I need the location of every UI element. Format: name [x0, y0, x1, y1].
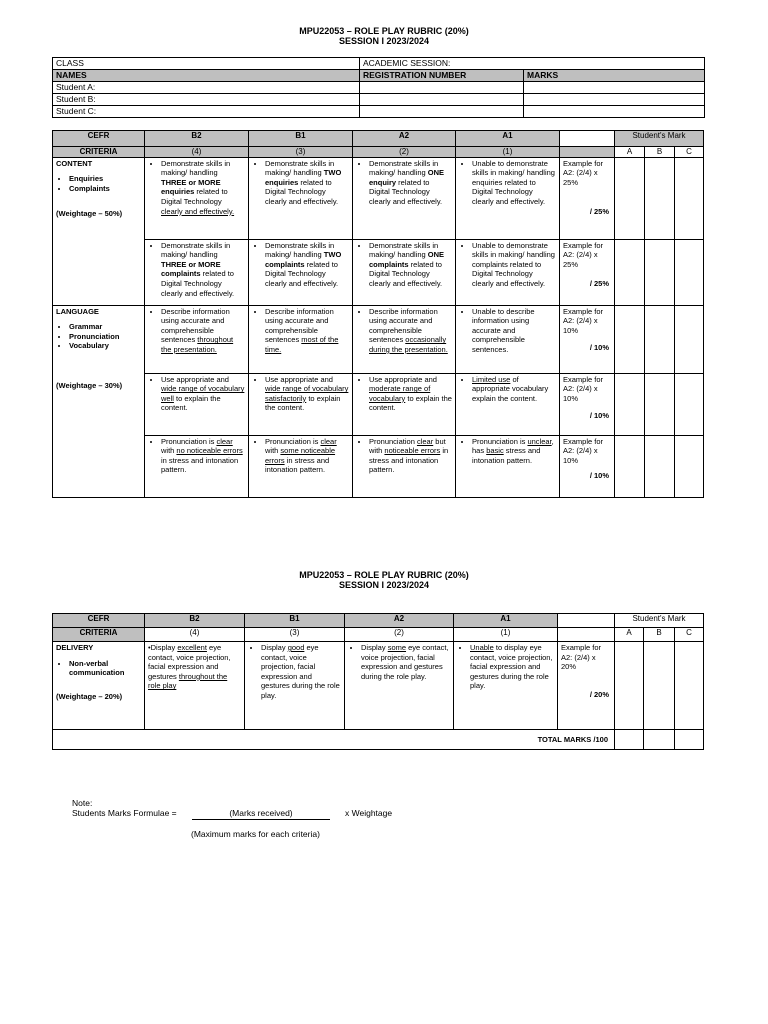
criteria-header-2: CRITERIA — [53, 628, 145, 642]
content-r2-a1: • Unable to demonstrate skills in making/ handling complaints related to Digital Technology clearly and effectively. — [456, 239, 560, 305]
content-r2-b2: • Demonstrate skills in making/ handling THREE or MORE complaints related to Digital Technology clearly and effectively. — [145, 239, 249, 305]
language-r2-mark-c[interactable] — [675, 373, 704, 435]
language-r1-mark-b[interactable] — [645, 305, 675, 373]
content-r1-a2: • Demonstrate skills in making/ handling ONE enquiry related to Digital Technology clearly and effectively. — [353, 157, 456, 239]
score-2: (2) — [353, 147, 456, 158]
language-r3-b1: • Pronunciation is clear with some noticeable errors in stress and intonation pattern. — [249, 435, 353, 497]
delivery-item-nonverbal: • Non-verbal communication — [69, 659, 141, 678]
language-r2-a1: • Limited use of appropriate vocabulary explain the content. — [456, 373, 560, 435]
rubric-session: SESSION I 2023/2024 — [338, 36, 430, 46]
level-b2: B2 — [145, 131, 249, 147]
level-a2-2: A2 — [345, 614, 454, 628]
level-b1-2: B1 — [245, 614, 345, 628]
language-r2-b1: • Use appropriate and wide range of vocabulary satisfactorily to explain the content. — [249, 373, 353, 435]
language-r2-b2: • Use appropriate and wide range of vocabulary well to explain the content. — [145, 373, 249, 435]
content-r1-mark-a[interactable] — [615, 157, 645, 239]
content-r2-mark-c[interactable] — [675, 239, 704, 305]
marks-header: MARKS — [524, 70, 705, 82]
language-r3-mark-b[interactable] — [645, 435, 675, 497]
score-4: (4) — [145, 147, 249, 158]
language-r1-b2: • Describe information using accurate and comprehensible sentences throughout the presentation. — [145, 305, 249, 373]
content-r1-b2: • Demonstrate skills in making/ handling THREE or MORE enquiries related to Digital Technology clearly and effectively. — [145, 157, 249, 239]
student-info-table — [52, 57, 705, 118]
delivery-label: DELIVERY — [56, 643, 94, 652]
student-b-label: Student B: — [53, 94, 360, 106]
content-r2-mark-b[interactable] — [645, 239, 675, 305]
student-a-reg[interactable] — [360, 82, 524, 94]
formula-numerator: (Marks received) — [192, 808, 330, 820]
language-item-grammar: • Grammar — [69, 322, 141, 332]
students-mark-header: Student's Mark — [615, 131, 704, 147]
delivery-a2: • Display some eye contact, voice projection, facial expression and gestures during the role play. — [345, 642, 454, 730]
note-label: Note: — [72, 798, 93, 808]
content-item-complaints: • Complaints — [69, 184, 141, 194]
delivery-criteria-cell — [53, 642, 145, 730]
level-b1: B1 — [249, 131, 353, 147]
academic-session-label: ACADEMIC SESSION: — [360, 58, 705, 70]
student-a-label: Student A: — [53, 82, 360, 94]
content-r2-a2: • Demonstrate skills in making/ handling ONE complaints related to Digital Technology clearly and effectively. — [353, 239, 456, 305]
language-r3-a1: • Pronunciation is unclear, has basic stress and intonation pattern. — [456, 435, 560, 497]
language-criteria-cell — [53, 305, 145, 497]
language-r1-a2: • Describe information using accurate and comprehensible sentences occasionally during the presentation. — [353, 305, 456, 373]
score-3: (3) — [249, 147, 353, 158]
level-b2-2: B2 — [145, 614, 245, 628]
content-r1-example: Example for A2: (2/4) x 25% / 25% — [560, 157, 615, 239]
student-c-marks[interactable] — [524, 106, 705, 118]
language-r1-mark-a[interactable] — [615, 305, 645, 373]
delivery-mark-b[interactable] — [644, 642, 675, 730]
rubric-table-2 — [52, 613, 704, 750]
content-r1-mark-b[interactable] — [645, 157, 675, 239]
language-r3-a2: • Pronunciation clear but with noticeable errors in stress and intonation pattern. — [353, 435, 456, 497]
score-4-2: (4) — [145, 628, 245, 642]
content-item-enquiries: • Enquiries — [69, 174, 141, 184]
formula-multiply: x Weightage — [345, 808, 393, 818]
blank-header — [560, 131, 615, 147]
col-c-header: C — [675, 147, 704, 158]
blank-criteria — [560, 147, 615, 158]
language-r1-a1: • Unable to describe information using accurate and comprehensible sentences. — [456, 305, 560, 373]
delivery-example: Example for A2: (2/4) x 20% / 20% — [558, 642, 615, 730]
student-b-reg[interactable] — [360, 94, 524, 106]
score-1: (1) — [456, 147, 560, 158]
cefr-header: CEFR — [53, 131, 145, 147]
content-label: CONTENT — [56, 158, 93, 168]
col-c-header-2: C — [675, 628, 704, 642]
total-marks-label: TOTAL MARKS /100 — [53, 730, 615, 750]
content-r2-example: Example for A2: (2/4) x 25% / 25% — [560, 239, 615, 305]
col-b-header-2: B — [644, 628, 675, 642]
score-2-2: (2) — [345, 628, 454, 642]
delivery-a1: • Unable to display eye contact, voice projection, facial expression and gestures during the role play. — [454, 642, 558, 730]
rubric-title-2: MPU22053 – ROLE PLAY RUBRIC (20%) — [299, 570, 469, 580]
total-mark-b[interactable] — [644, 730, 675, 750]
col-a-header: A — [615, 147, 645, 158]
formula-label: Students Marks Formulae = — [72, 808, 177, 818]
rubric-session-2: SESSION I 2023/2024 — [338, 580, 430, 590]
criteria-header: CRITERIA — [53, 147, 145, 158]
col-a-header-2: A — [615, 628, 644, 642]
delivery-mark-a[interactable] — [615, 642, 644, 730]
language-r1-mark-c[interactable] — [675, 305, 704, 373]
student-a-marks[interactable] — [524, 82, 705, 94]
delivery-b2: •Display excellent eye contact, voice projection, facial expression and gestures throughout the role play — [145, 642, 245, 730]
language-r1-example: Example for A2: (2/4) x 10% / 10% — [560, 305, 615, 373]
language-label: LANGUAGE — [56, 306, 99, 316]
language-r1-b1: • Describe information using accurate and comprehensible sentences most of the time. — [249, 305, 353, 373]
content-criteria-cell — [53, 157, 145, 305]
content-r1-mark-c[interactable] — [675, 157, 704, 239]
cefr-header-2: CEFR — [53, 614, 145, 628]
language-r3-b2: • Pronunciation is clear with no noticeable errors in stress and intonation pattern. — [145, 435, 249, 497]
formula-denominator: (Maximum marks for each criteria) — [191, 829, 320, 839]
score-1-2: (1) — [454, 628, 558, 642]
class-label: CLASS — [53, 58, 360, 70]
rubric-table-1 — [52, 130, 704, 498]
student-b-marks[interactable] — [524, 94, 705, 106]
content-weightage: (Weightage – 50%) — [56, 209, 123, 219]
language-r2-example: Example for A2: (2/4) x 10% / 10% — [560, 373, 615, 435]
level-a1-2: A1 — [454, 614, 558, 628]
registration-header: REGISTRATION NUMBER — [360, 70, 524, 82]
language-weightage: (Weightage – 30%) — [56, 380, 123, 390]
delivery-weightage: (Weightage – 20%) — [56, 691, 123, 701]
language-r2-mark-b[interactable] — [645, 373, 675, 435]
language-item-vocabulary: • Vocabulary — [69, 341, 141, 351]
content-r2-mark-a[interactable] — [615, 239, 645, 305]
names-header: NAMES — [53, 70, 360, 82]
language-item-pronunciation: • Pronunciation — [69, 332, 141, 342]
total-mark-c[interactable] — [675, 730, 704, 750]
content-r2-b1: • Demonstrate skills in making/ handling TWO complaints related to Digital Technology clearly and effectively. — [249, 239, 353, 305]
language-r2-mark-a[interactable] — [615, 373, 645, 435]
rubric-title: MPU22053 – ROLE PLAY RUBRIC (20%) — [299, 26, 469, 36]
blank-header-2 — [558, 614, 615, 628]
content-r1-b1: • Demonstrate skills in making/ handling TWO enquiries related to Digital Technology clearly and effectively. — [249, 157, 353, 239]
language-r3-mark-a[interactable] — [615, 435, 645, 497]
total-mark-a[interactable] — [615, 730, 644, 750]
delivery-b1: • Display good eye contact, voice projection, facial expression and gestures during the role play. — [245, 642, 345, 730]
student-c-label: Student C: — [53, 106, 360, 118]
col-b-header: B — [645, 147, 675, 158]
score-3-2: (3) — [245, 628, 345, 642]
delivery-mark-c[interactable] — [675, 642, 704, 730]
blank-criteria-2 — [558, 628, 615, 642]
language-r2-a2: • Use appropriate and moderate range of vocabulary to explain the content. — [353, 373, 456, 435]
level-a2: A2 — [353, 131, 456, 147]
language-r3-mark-c[interactable] — [675, 435, 704, 497]
level-a1: A1 — [456, 131, 560, 147]
language-r3-example: Example for A2: (2/4) x 10% / 10% — [560, 435, 615, 497]
content-r1-a1: • Unable to demonstrate skills in making/ handling enquiries related to Digital Technology clearly and effectively. — [456, 157, 560, 239]
student-c-reg[interactable] — [360, 106, 524, 118]
students-mark-header-2: Student's Mark — [615, 614, 704, 628]
